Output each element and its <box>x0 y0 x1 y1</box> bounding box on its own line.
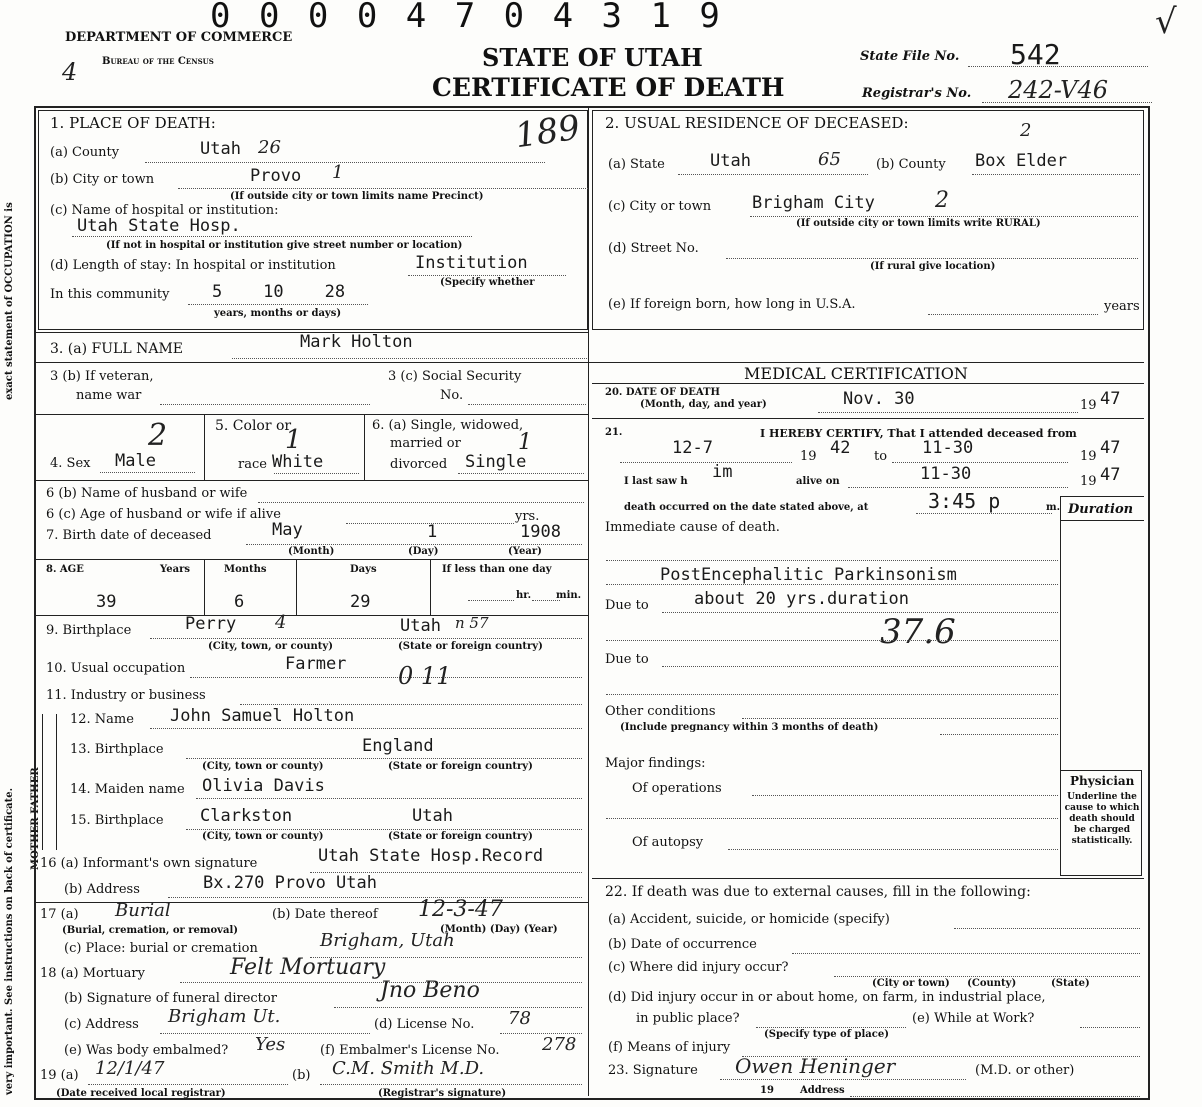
veteran-label-2: name war <box>76 388 142 403</box>
other-conditions-note: (Include pregnancy within 3 months of death) <box>620 722 879 733</box>
disposition-label: 17 (a) <box>40 907 79 922</box>
external-e-label: (e) While at Work? <box>912 1011 1035 1026</box>
dod-label: 20. DATE OF DEATH <box>605 387 720 398</box>
age-less-label: If less than one day <box>442 564 552 575</box>
corner-mark: 4 <box>62 58 78 86</box>
certify-number: 21. <box>605 427 623 438</box>
res-state-label: (a) State <box>608 157 665 172</box>
county-value: Utah <box>200 139 241 159</box>
spouse-age-unit: yrs. <box>515 509 540 524</box>
physician-head: Physician <box>1070 774 1135 788</box>
attended-to-label: to <box>874 449 888 464</box>
due-to-label-2: Due to <box>605 652 649 667</box>
dod-year: 47 <box>1100 389 1121 409</box>
marital-value: Single <box>465 452 527 472</box>
birthplace-city-code: 4 <box>275 612 287 633</box>
last-saw-him: im <box>712 462 733 482</box>
age-hr-label: hr. <box>516 590 532 601</box>
registrar-signature: C.M. Smith M.D. <box>332 1058 485 1079</box>
community-label: In this community <box>50 287 170 302</box>
external-b-label: (b) Date of occurrence <box>608 937 757 952</box>
birth-year-note: (Year) <box>508 546 542 557</box>
birthplace-state: Utah <box>400 616 441 636</box>
signature-date-prefix: 19 <box>760 1085 774 1096</box>
disposition-value: Burial <box>115 900 171 921</box>
duration-label: Duration <box>1068 502 1134 517</box>
dod-year-prefix: 19 <box>1080 398 1097 413</box>
check-mark: √ <box>1155 2 1177 42</box>
city-code: 1 <box>332 162 344 183</box>
other-conditions-label: Other conditions <box>605 704 716 719</box>
cause-primary: PostEncephalitic Parkinsonism <box>660 565 957 585</box>
marital-label: 6. (a) Single, widowed, <box>372 418 524 433</box>
due-to-label-1: Due to <box>605 598 649 613</box>
age-min-label: min. <box>556 590 582 601</box>
res-state-value: Utah <box>710 151 751 171</box>
industry-label: 11. Industry or business <box>46 688 206 703</box>
mother-birthplace-state: Utah <box>412 806 453 826</box>
attended-to: 11-30 <box>922 438 974 458</box>
cause-secondary: about 20 yrs.duration <box>694 589 909 609</box>
department-label: DEPARTMENT OF COMMERCE <box>65 30 293 45</box>
age-months-label: Months <box>224 564 267 575</box>
hospital-label: (c) Name of hospital or institution: <box>50 203 279 218</box>
disposition-note: (Burial, cremation, or removal) <box>62 925 238 936</box>
full-name-value: Mark Holton <box>300 332 413 352</box>
attended-to-year-prefix: 19 <box>1080 449 1097 464</box>
full-name-label: 3. (a) FULL NAME <box>50 341 183 357</box>
external-c-label: (c) Where did injury occur? <box>608 960 789 975</box>
age-label: 8. AGE <box>46 564 84 575</box>
res-foreign-unit: years <box>1104 299 1140 314</box>
alive-date: 11-30 <box>920 464 972 484</box>
stay-label: (d) Length of stay: In hospital or institution <box>50 258 336 273</box>
death-time-suffix: m. <box>1046 502 1061 513</box>
external-f-label: (f) Means of injury <box>608 1040 731 1055</box>
external-c-note: (City or town) (County) (State) <box>872 978 1090 989</box>
res-county-label: (b) County <box>876 157 946 172</box>
city-value: Provo <box>250 166 302 186</box>
age-days-label: Days <box>350 564 377 575</box>
sex-label: 4. Sex <box>50 456 91 471</box>
marital-label-2: married or <box>390 436 461 451</box>
burial-date-label: (b) Date thereof <box>272 907 378 922</box>
dod-value: Nov. 30 <box>843 389 915 409</box>
father-bp-state-note: (State or foreign country) <box>388 761 533 772</box>
community-note: years, months or days) <box>214 308 342 319</box>
attended-from-year: 42 <box>830 438 851 458</box>
embalmed-label: (e) Was body embalmed? <box>64 1043 229 1058</box>
res-street-label: (d) Street No. <box>608 241 699 256</box>
external-d-label: (d) Did injury occur in or about home, on farm, in industrial place, <box>608 990 1046 1005</box>
res-city-value: Brigham City <box>752 193 875 213</box>
alive-label: alive on <box>796 476 840 487</box>
mortuary-address-label: (c) Address <box>64 1017 139 1032</box>
external-heading: 22. If death was due to external causes, fill in the following: <box>605 884 1031 900</box>
attended-from: 12-7 <box>672 438 713 458</box>
dod-label-2: (Month, day, and year) <box>640 399 767 410</box>
registrar-note: (Registrar's signature) <box>378 1088 507 1099</box>
color-label: 5. Color or <box>215 418 292 434</box>
father-name-label: 12. Name <box>70 712 134 727</box>
hospital-note: (If not in hospital or institution give street number or location) <box>106 240 463 251</box>
mother-name-label: 14. Maiden name <box>70 782 185 797</box>
ssn-label-2: No. <box>440 388 464 403</box>
operations-label: Of operations <box>632 781 722 796</box>
res-foreign-label: (e) If foreign born, how long in U.S.A. <box>608 297 856 312</box>
mortuary-value: Felt Mortuary <box>230 955 386 980</box>
form-title: CERTIFICATE OF DEATH <box>432 73 785 102</box>
side-parents-label: MOTHER FATHER <box>30 767 41 870</box>
bureau-label: Bureau of the Census <box>102 56 214 67</box>
color-race-label: race <box>238 457 267 472</box>
age-years-label: Years <box>160 564 191 575</box>
immediate-cause-label: Immediate cause of death. <box>605 520 780 535</box>
burial-date-note: (Month) (Day) (Year) <box>440 924 558 935</box>
signature-label: 23. Signature <box>608 1063 698 1078</box>
informant-address: Bx.270 Provo Utah <box>203 873 377 893</box>
res-street-note: (If rural give location) <box>870 261 996 272</box>
embalmed-value: Yes <box>255 1034 286 1055</box>
alive-year-prefix: 19 <box>1080 474 1097 489</box>
signature-address-label: Address <box>800 1085 845 1096</box>
informant-address-label: (b) Address <box>64 882 140 897</box>
marital-label-3: divorced <box>390 457 448 472</box>
embalmer-license: 278 <box>542 1034 577 1055</box>
mortuary-label: 18 (a) Mortuary <box>40 966 145 981</box>
sex-value: Male <box>115 451 156 471</box>
mortuary-address: Brigham Ut. <box>168 1006 281 1027</box>
physician-note: Underline the cause to which death should be charged statistically. <box>1064 792 1140 846</box>
burial-place-label: (c) Place: burial or cremation <box>64 941 258 956</box>
birth-date-label: 7. Birth date of deceased <box>46 528 212 543</box>
sex-code: 2 <box>148 418 168 453</box>
birthplace-city: Perry <box>185 614 237 634</box>
form-title-state: STATE OF UTAH <box>482 43 703 72</box>
embalmer-license-label: (f) Embalmer's License No. <box>320 1043 500 1058</box>
informant-signature: Utah State Hosp.Record <box>318 846 544 866</box>
registrar-sig-label: (b) <box>292 1068 311 1083</box>
mother-birthplace-city: Clarkston <box>200 806 293 826</box>
stamp-number: 189 <box>512 107 583 157</box>
father-name: John Samuel Holton <box>170 706 355 726</box>
place-of-death-heading: 1. PLACE OF DEATH: <box>50 114 216 132</box>
mother-bp-state-note: (State or foreign country) <box>388 831 533 842</box>
side-instructions: very important. See instructions on back of certificate. <box>4 787 15 1095</box>
occupation-value: Farmer <box>285 654 347 674</box>
spouse-age-label: 6 (c) Age of husband or wife if alive <box>46 507 281 522</box>
burial-place: Brigham, Utah <box>320 930 455 951</box>
death-time: 3:45 p <box>928 489 1001 513</box>
res-county-value: Box Elder <box>975 151 1068 171</box>
county-code: 26 <box>258 137 281 158</box>
res-city-label: (c) City or town <box>608 199 712 214</box>
side-occupation-note: exact statement of OCCUPATION is <box>4 202 15 400</box>
residence-heading: 2. USUAL RESIDENCE OF DECEASED: <box>605 114 909 132</box>
city-note: (If outside city or town limits name Precinct) <box>230 191 484 202</box>
mother-bp-city-note: (City, town or county) <box>202 831 324 842</box>
age-months: 6 <box>234 592 245 612</box>
res-city-note: (If outside city or town limits write RURAL) <box>796 218 1041 229</box>
birthplace-state-note: (State or foreign country) <box>398 641 543 652</box>
mother-birthplace-label: 15. Birthplace <box>70 813 164 828</box>
residence-mark: 2 <box>1020 120 1032 141</box>
registrar-label: Registrar's No. <box>862 86 972 101</box>
community-value: 5 10 28 <box>212 282 346 302</box>
state-file-number: 542 <box>1010 38 1061 71</box>
director-label: (b) Signature of funeral director <box>64 991 277 1006</box>
director-signature: Jno Beno <box>380 978 480 1003</box>
color-value: White <box>272 452 324 472</box>
birthplace-label: 9. Birthplace <box>46 623 132 638</box>
received-label: 19 (a) <box>40 1068 79 1083</box>
spouse-name-label: 6 (b) Name of husband or wife <box>46 486 248 501</box>
received-date: 12/1/47 <box>95 1058 165 1079</box>
burial-date: 12-3-47 <box>418 897 503 922</box>
occupation-code: 0 11 <box>398 662 452 690</box>
birthplace-city-note: (City, town, or county) <box>208 641 333 652</box>
birth-day-note: (Day) <box>408 546 439 557</box>
hospital-value: Utah State Hosp. <box>77 216 241 236</box>
city-label: (b) City or town <box>50 172 155 187</box>
birth-month: May <box>272 520 303 540</box>
external-a-label: (a) Accident, suicide, or homicide (specify) <box>608 912 890 927</box>
alive-year: 47 <box>1100 465 1121 485</box>
res-state-code: 65 <box>818 149 841 170</box>
informant-sig-label: 16 (a) Informant's own signature <box>40 856 258 871</box>
license-label: (d) License No. <box>374 1017 475 1032</box>
physician-signature: Owen Heninger <box>735 1054 896 1078</box>
stay-value: Institution <box>415 253 528 273</box>
signature-suffix: (M.D. or other) <box>975 1063 1075 1078</box>
res-city-code: 2 <box>935 188 949 213</box>
received-note: (Date received local registrar) <box>56 1088 226 1099</box>
last-saw-label: I last saw h <box>624 476 688 487</box>
father-birthplace-label: 13. Birthplace <box>70 742 164 757</box>
occurred-label: death occurred on the date stated above, at <box>624 502 869 513</box>
stay-note: (Specify whether <box>440 277 535 288</box>
veteran-label: 3 (b) If veteran, <box>50 369 154 384</box>
color-code: 1 <box>285 425 302 455</box>
birth-year: 1908 <box>520 522 561 542</box>
occupation-label: 10. Usual occupation <box>46 661 186 676</box>
age-days: 29 <box>350 592 371 612</box>
mother-name: Olivia Davis <box>202 776 325 796</box>
marital-code: 1 <box>518 430 532 455</box>
county-label: (a) County <box>50 145 120 160</box>
cause-code: 37.6 <box>880 612 956 652</box>
license-number: 78 <box>508 1008 531 1029</box>
medical-heading: MEDICAL CERTIFICATION <box>744 364 968 383</box>
age-years: 39 <box>96 592 117 612</box>
registrar-number: 242-V46 <box>1008 76 1109 104</box>
external-d-note: (Specify type of place) <box>764 1029 889 1040</box>
birth-day: 1 <box>427 522 438 542</box>
state-file-label: State File No. <box>860 49 960 64</box>
birthplace-state-code: n 57 <box>455 614 489 632</box>
father-bp-city-note: (City, town or county) <box>202 761 324 772</box>
external-d-label-2: in public place? <box>636 1011 740 1026</box>
major-findings-label: Major findings: <box>605 756 706 771</box>
father-birthplace: England <box>362 736 434 756</box>
attended-to-year: 47 <box>1100 438 1121 458</box>
certify-text: I HEREBY CERTIFY, That I attended deceased from <box>760 427 1077 440</box>
attended-from-year-prefix: 19 <box>800 449 817 464</box>
autopsy-label: Of autopsy <box>632 835 704 850</box>
serial-number: 0 0 0 0 4 7 0 4 3 1 9 <box>210 0 724 36</box>
birth-month-note: (Month) <box>288 546 335 557</box>
ssn-label: 3 (c) Social Security <box>388 369 522 384</box>
